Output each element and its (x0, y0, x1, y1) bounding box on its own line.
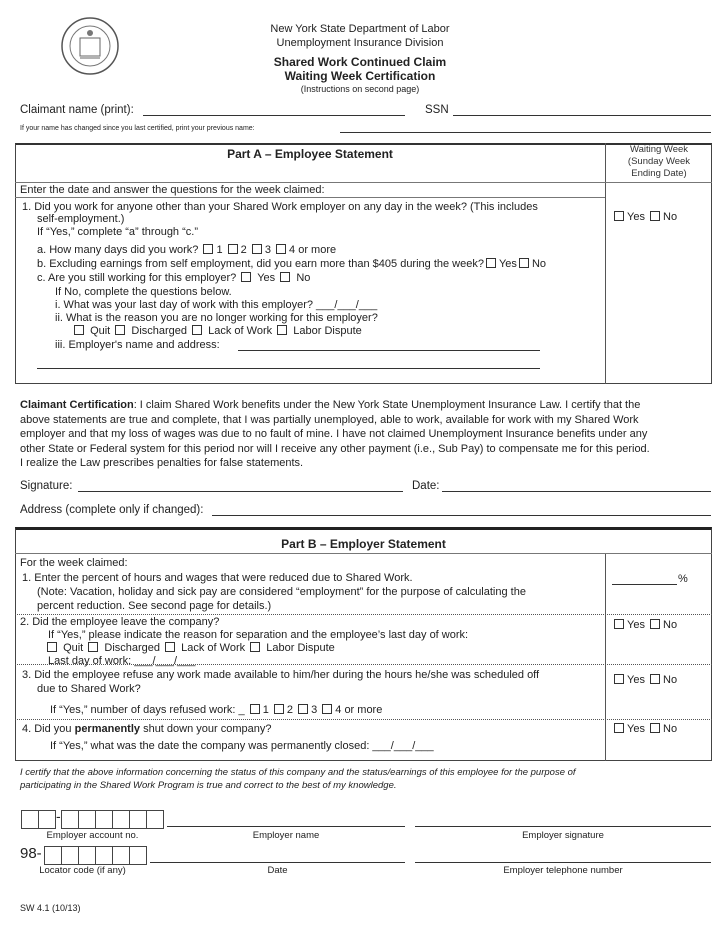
date-label: Date: (412, 480, 440, 492)
previous-name-field[interactable] (340, 132, 711, 133)
b-discharged-checkbox[interactable] (88, 642, 98, 652)
footer-date-field[interactable] (150, 862, 405, 863)
question-ii: ii. What is the reason you are no longer working for this employer? (55, 312, 378, 324)
employer-signature-field[interactable] (415, 826, 711, 827)
days-4-checkbox[interactable] (276, 244, 286, 254)
b-labor-dispute-checkbox[interactable] (250, 642, 260, 652)
q1-yes-checkbox[interactable] (614, 211, 624, 221)
q4-yes-no: Yes No (612, 723, 677, 735)
b-q3-yes-checkbox[interactable] (614, 674, 624, 684)
employer-telephone-label: Employer telephone number (503, 865, 623, 876)
footer-date-label: Date (267, 865, 288, 876)
employer-question-4: 4. Did you permanently shut down your company? (22, 723, 272, 735)
b-q2-yes-checkbox[interactable] (614, 619, 624, 629)
question-c: c. Are you still working for this employer? Yes No (37, 272, 311, 284)
refused-4-checkbox[interactable] (322, 704, 332, 714)
qb-yes-checkbox[interactable] (486, 258, 496, 268)
part-b-intro: For the week claimed: (20, 557, 128, 569)
employer-question-3: 3. Did the employee refuse any work made available to him/her during the hours he/she was scheduled off (22, 669, 540, 681)
question-iii: iii. Employer's name and address: (55, 339, 220, 351)
signature-field[interactable] (78, 491, 403, 492)
agency-name: New York State Department of Labor (270, 23, 450, 35)
employer-certification: I certify that the above information concerning the status of this company and the status/earnings of this employee for the purpose of participating in the Shared Work Program is true and correct to the best of my knowledge. (20, 767, 576, 791)
state-seal-logo (60, 16, 120, 76)
q1-yes-no (612, 211, 677, 223)
employer-question-1: 1. Enter the percent of hours and wages that were reduced due to Shared Work. (Note: Vacation, holiday and sick pay are considered “employment” for the purpose of calculating the percent reduction. See second page for details.) (22, 572, 526, 612)
question-1: 1. Did you work for anyone other than your Shared Work employer on any day in the week? (This includes (22, 201, 538, 213)
qc-yes-checkbox[interactable] (241, 272, 251, 282)
employer-question-2: 2. Did the employee leave the company? (20, 616, 220, 628)
form-subtitle: Waiting Week Certification (284, 69, 436, 83)
waiting-week-header: Waiting Week (Sunday Week Ending Date) (627, 144, 691, 179)
signature-label: Signature: (20, 480, 73, 492)
quit-checkbox[interactable] (74, 325, 84, 335)
q2-yes-no: Yes No (612, 619, 677, 631)
separation-reasons: Quit Discharged Lack of Work Labor Dispute (45, 642, 335, 654)
no-label: No (663, 211, 678, 223)
employer-name-field[interactable] (167, 826, 405, 827)
last-day-of-work: Last day of work: ___/___/___ (48, 655, 196, 667)
qb-no-checkbox[interactable] (519, 258, 529, 268)
address-field[interactable] (212, 515, 711, 516)
address-label: Address (complete only if changed): (20, 504, 204, 516)
refused-2-checkbox[interactable] (274, 704, 284, 714)
yes-label: Yes (627, 211, 645, 223)
percent-sign: % (678, 573, 688, 585)
b-q2-no-checkbox[interactable] (650, 619, 660, 629)
refused-1-checkbox[interactable] (250, 704, 260, 714)
employer-telephone-field[interactable] (415, 862, 711, 863)
claimant-name-field[interactable] (143, 115, 405, 116)
part-b-title: Part B – Employer Statement (281, 537, 446, 551)
q3-yes-no: Yes No (612, 674, 677, 686)
lack-of-work-checkbox[interactable] (192, 325, 202, 335)
qc-no-checkbox[interactable] (280, 272, 290, 282)
form-title: Shared Work Continued Claim (273, 55, 447, 69)
claimant-certification: Claimant Certification: I claim Shared Work benefits under the New York State Unemployment Insurance Law. I certify that the above statements are true and complete, that I was partially unemployed, able to work, available for work with my Shared Work employer and that my loss of wages was due to no fault of mine. I have not claimed Unemployment Insurance benefits under any other State or Federal system for this period nor will I receive any other payment (i.e., Sub Pay) to compensate me for this period. I realize the Law prescribes penalties for false statements. (20, 399, 650, 469)
b-q4-no-checkbox[interactable] (650, 723, 660, 733)
employer-name-label: Employer name (252, 830, 320, 841)
labor-dispute-checkbox[interactable] (277, 325, 287, 335)
ssn-label: SSN (425, 104, 449, 116)
q1-no-checkbox[interactable] (650, 211, 660, 221)
days-1-checkbox[interactable] (203, 244, 213, 254)
locator-prefix: 98- (20, 845, 42, 862)
question-1-cont: self-employment.) (37, 213, 125, 225)
discharged-checkbox[interactable] (115, 325, 125, 335)
division-name: Unemployment Insurance Division (276, 37, 444, 49)
days-2-checkbox[interactable] (228, 244, 238, 254)
instructions-note: (Instructions on second page) (300, 84, 420, 94)
ssn-field[interactable] (453, 115, 711, 116)
account-label: Employer account no. (46, 830, 139, 841)
form-number: SW 4.1 (10/13) (20, 903, 81, 913)
b-quit-checkbox[interactable] (47, 642, 57, 652)
refused-3-checkbox[interactable] (298, 704, 308, 714)
question-a: a. How many days did you work? 1 2 3 4 or more (37, 244, 337, 256)
closure-date: If “Yes,” what was the date the company was permanently closed: ___/___/___ (50, 740, 434, 752)
b-q3-no-checkbox[interactable] (650, 674, 660, 684)
part-a-title: Part A – Employee Statement (227, 147, 393, 161)
employer-signature-label: Employer signature (522, 830, 604, 841)
claimant-name-label: Claimant name (print): (20, 104, 134, 116)
locator-label: Locator code (if any) (39, 865, 126, 876)
question-i: i. What was your last day of work with this employer? ___/___/___ (55, 299, 378, 311)
reason-options: Quit Discharged Lack of Work Labor Dispute (72, 325, 362, 337)
question-c-note: If No, complete the questions below. (55, 286, 232, 298)
question-b: b. Excluding earnings from self employment, did you earn more than $405 during the week? Yes No (37, 258, 546, 270)
days-refused: If “Yes,” number of days refused work: _ 1 2 3 4 or more (50, 704, 383, 716)
employer-address-field[interactable] (238, 350, 540, 351)
b-lack-of-work-checkbox[interactable] (165, 642, 175, 652)
b-q4-yes-checkbox[interactable] (614, 723, 624, 733)
employer-question-3-cont: due to Shared Work? (37, 683, 141, 695)
employer-address-field-2[interactable] (37, 368, 540, 369)
part-a-intro: Enter the date and answer the questions for the week claimed: (20, 184, 325, 196)
employer-question-2-note: If “Yes,” please indicate the reason for separation and the employee’s last day of work: (48, 629, 469, 641)
days-3-checkbox[interactable] (252, 244, 262, 254)
previous-name-label: If your name has changed since you last certified, print your previous name: (20, 125, 255, 132)
question-1-note: If “Yes,” complete “a” through “c.” (37, 226, 198, 238)
date-field[interactable] (442, 491, 711, 492)
percent-reduction-field[interactable] (612, 584, 677, 585)
